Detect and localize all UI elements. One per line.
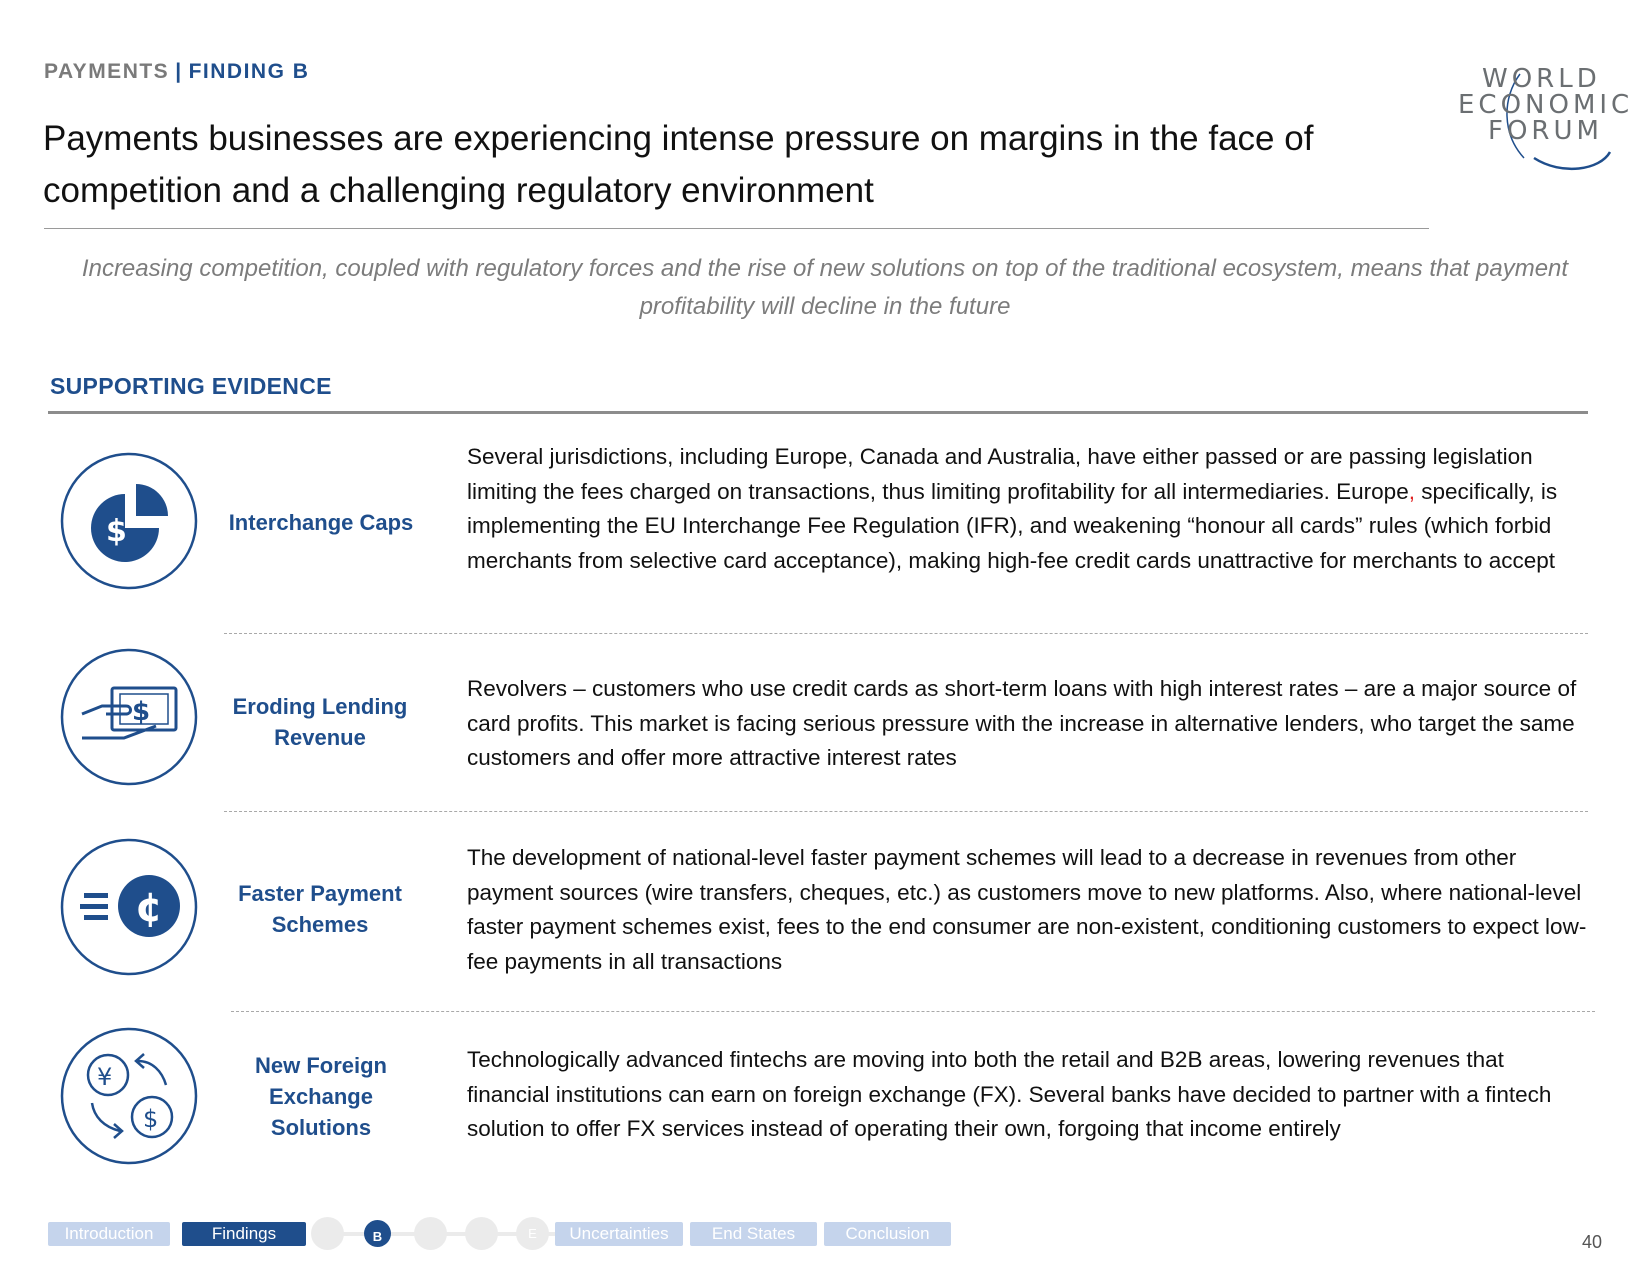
svg-text:¢: ¢ xyxy=(135,885,163,931)
faster-payment-schemes-text: The development of national-level faster payment schemes will lead to a decrease in revenues from other payment sources (wire transfers, cheques, etc.) as customers move to new platforms. Also, where national-level faster payment schemes exist, fees to the end consumer are non-existent, conditioning customers to expect low-fee payments in all transactions xyxy=(467,845,1587,974)
logo-line-forum: FORUM xyxy=(1488,116,1603,146)
new-foreign-exchange-label xyxy=(221,1050,421,1143)
svg-text:$: $ xyxy=(132,697,151,727)
nav-finding-dot-b[interactable]: B xyxy=(364,1220,391,1247)
label-line: Revenue xyxy=(274,725,366,750)
nav-conclusion[interactable]: Conclusion xyxy=(824,1222,951,1246)
logo-line-economic: ECONOMIC xyxy=(1458,90,1634,120)
nav-finding-dot-c[interactable] xyxy=(414,1217,447,1250)
section-divider xyxy=(48,411,1588,414)
kicker-separator: | xyxy=(175,60,183,83)
title-divider xyxy=(44,228,1429,229)
currency-exchange-icon xyxy=(60,1027,198,1165)
section-name: PAYMENTS xyxy=(44,60,170,83)
page-title: Payments businesses are experiencing intense pressure on margins in the face of competition and a challenging regulatory environment xyxy=(43,119,1314,210)
row-divider xyxy=(224,633,1588,634)
hand-cash-icon xyxy=(60,648,198,786)
eroding-lending-revenue-text: Revolvers – customers who use credit cards as short-term loans with high interest rates – are a major source of card profits. This market is facing serious pressure with the increase in alternative lenders, who target the same customers and offer more attractive interest rates xyxy=(467,676,1577,770)
interchange-caps-text-part-1: Several jurisdictions, including Europe, Canada and Australia, have either passed or are passing legislation limiting the fees charged on transactions, thus limiting profitability for all intermediaries. Europe xyxy=(467,444,1533,504)
nav-finding-dot-a[interactable] xyxy=(311,1217,344,1250)
eroding-lending-revenue-label xyxy=(220,691,420,753)
nav-end-states[interactable]: End States xyxy=(690,1222,817,1246)
page-subtitle: Increasing competition, coupled with regulatory forces and the rise of new solutions on top of the traditional ecosystem, means that payment profitability will decline in the future xyxy=(81,255,1569,320)
page-number: 40 xyxy=(1582,1232,1603,1252)
red-comma: , xyxy=(1408,478,1415,504)
interchange-caps-text xyxy=(467,440,1587,578)
finding-name: FINDING B xyxy=(188,60,310,83)
section-kicker xyxy=(44,60,309,84)
label-line: Faster Payment xyxy=(238,881,402,906)
row-divider xyxy=(231,1011,1595,1012)
fast-cent-coin-icon xyxy=(60,838,198,976)
interchange-caps-text-part-2: specifically, is implementing the EU Interchange Fee Regulation (IFR), and weakening “honour all cards” rules (which forbid merchants from selective card acceptance), making high-fee credit cards unattractive for merchants to accept xyxy=(467,478,1558,573)
label-line: Exchange xyxy=(269,1084,373,1109)
supporting-evidence-heading: SUPPORTING EVIDENCE xyxy=(50,373,332,399)
logo-line-world: WORLD xyxy=(1482,64,1601,94)
nav-findings[interactable]: Findings xyxy=(182,1222,306,1246)
new-foreign-exchange-text: Technologically advanced fintechs are moving into both the retail and B2B areas, lowering revenues that financial institutions can earn on foreign exchange (FX). Several banks have decided to partner with a fintech solution to offer FX services instead of operating their own, forgoing that income entirely xyxy=(467,1047,1552,1141)
interchange-caps-label: Interchange Caps xyxy=(228,510,414,535)
row-divider xyxy=(224,811,1588,812)
nav-introduction[interactable]: Introduction xyxy=(48,1222,170,1246)
nav-finding-dot-e[interactable]: E xyxy=(516,1217,549,1250)
nav-uncertainties[interactable]: Uncertainties xyxy=(555,1222,683,1246)
pie-chart-dollar-icon xyxy=(60,452,198,590)
label-line: New Foreign xyxy=(254,1053,387,1078)
svg-text:$: $ xyxy=(143,1105,159,1133)
faster-payment-schemes-label xyxy=(220,878,420,940)
svg-text:¥: ¥ xyxy=(97,1063,113,1091)
nav-finding-dot-d[interactable] xyxy=(465,1217,498,1250)
label-line: Solutions xyxy=(270,1115,372,1140)
label-line: Schemes xyxy=(271,912,369,937)
svg-text:$: $ xyxy=(106,514,127,549)
label-line: Eroding Lending xyxy=(232,694,408,719)
wef-logo xyxy=(1450,62,1640,172)
